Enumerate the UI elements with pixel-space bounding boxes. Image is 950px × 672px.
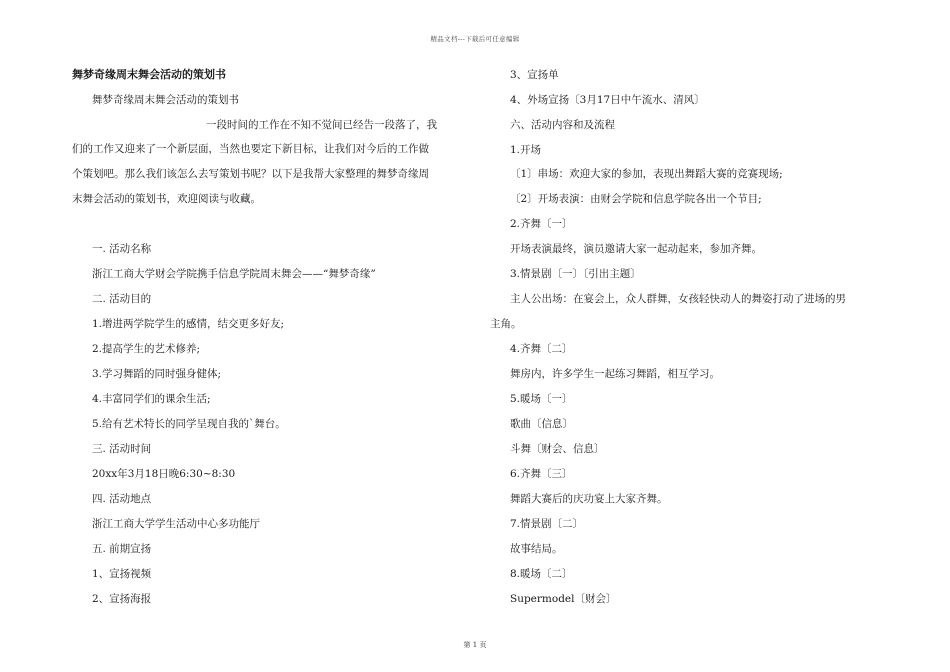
- body-line: 浙江工商大学财会学院携手信息学院周末舞会——“舞梦奇缘”: [92, 268, 376, 280]
- list-item: 〔2〕开场表演：由财会学院和信息学院各出一个节目;: [510, 193, 762, 205]
- intro-line: 个策划吧。那么我们该怎么去写策划书呢？以下是我帮大家整理的舞梦奇缘周: [72, 168, 429, 180]
- section-heading: 一. 活动名称: [92, 243, 152, 255]
- section-heading: 五. 前期宣扬: [92, 543, 152, 555]
- list-item: 5.给有艺术特长的同学呈现自我的`舞台。: [92, 418, 286, 430]
- list-item: 3.情景剧〔一〕〔引出主题〕: [510, 268, 641, 280]
- list-item: 〔1〕串场：欢迎大家的参加，表现出舞蹈大赛的竞赛现场;: [510, 168, 783, 180]
- page-number: 第 1 页: [463, 641, 487, 649]
- list-item: 3.学习舞蹈的同时强身健体;: [92, 368, 222, 380]
- list-item: 5.暖场〔一〕: [510, 393, 573, 405]
- list-item: 4、外场宣扬〔3月17日中午流水、清风〕: [510, 94, 705, 106]
- list-item: 1.开场: [510, 144, 542, 156]
- document-title: 舞梦奇缘周末舞会活动的策划书: [72, 68, 226, 81]
- body-line: 舞房内，许多学生一起练习舞蹈，相互学习。: [510, 368, 720, 380]
- section-heading: 四. 活动地点: [92, 493, 152, 505]
- list-item: 2.提高学生的艺术修养;: [92, 343, 201, 355]
- list-item: 2.齐舞〔一〕: [510, 218, 573, 230]
- intro-line: 末舞会活动的策划书，欢迎阅读与收藏。: [72, 193, 261, 205]
- list-item: 4.丰富同学们的课余生活;: [92, 393, 211, 405]
- list-item: 4.齐舞〔二〕: [510, 343, 573, 355]
- body-line: 歌曲〔信息〕: [510, 418, 573, 430]
- body-line: Supermodel〔财会〕: [510, 593, 617, 605]
- document-subtitle: 舞梦奇缘周末舞会活动的策划书: [92, 94, 239, 106]
- intro-line: 一段时间的工作在不知不觉间已经告一段落了，我: [206, 119, 437, 131]
- list-item: 2、宣扬海报: [92, 593, 152, 605]
- intro-line: 们的工作又迎来了一个新层面，当然也要定下新目标，让我们对今后的工作做: [72, 143, 429, 155]
- body-line: 20xx年3月18日晚6:30~8:30: [92, 468, 236, 480]
- body-line: 浙江工商大学学生活动中心多功能厅: [92, 518, 260, 530]
- list-item: 1、宣扬视频: [92, 568, 152, 580]
- list-item: 6.齐舞〔三〕: [510, 468, 573, 480]
- body-line: 斗舞〔财会、信息〕: [510, 443, 605, 455]
- body-line: 舞蹈大赛后的庆功宴上大家齐舞。: [510, 493, 668, 505]
- body-line: 主人公出场：在宴会上，众人群舞，女孩轻快动人的舞姿打动了进场的男: [510, 293, 846, 305]
- list-item: 7.情景剧〔二〕: [510, 518, 584, 530]
- page-header-note: 精品文档---下载后可任意编辑: [430, 35, 520, 43]
- body-line: 主角。: [490, 318, 522, 330]
- list-item: 3、宣扬单: [510, 69, 559, 81]
- section-heading: 三. 活动时间: [92, 443, 152, 455]
- body-line: 开场表演最终，演员邀请大家一起动起来，参加齐舞。: [510, 243, 762, 255]
- section-heading: 六、活动内容和及流程: [510, 119, 615, 131]
- list-item: 8.暖场〔二〕: [510, 568, 573, 580]
- body-line: 故事结局。: [510, 543, 563, 555]
- section-heading: 二. 活动目的: [92, 293, 152, 305]
- list-item: 1.增进两学院学生的感情，结交更多好友;: [92, 318, 285, 330]
